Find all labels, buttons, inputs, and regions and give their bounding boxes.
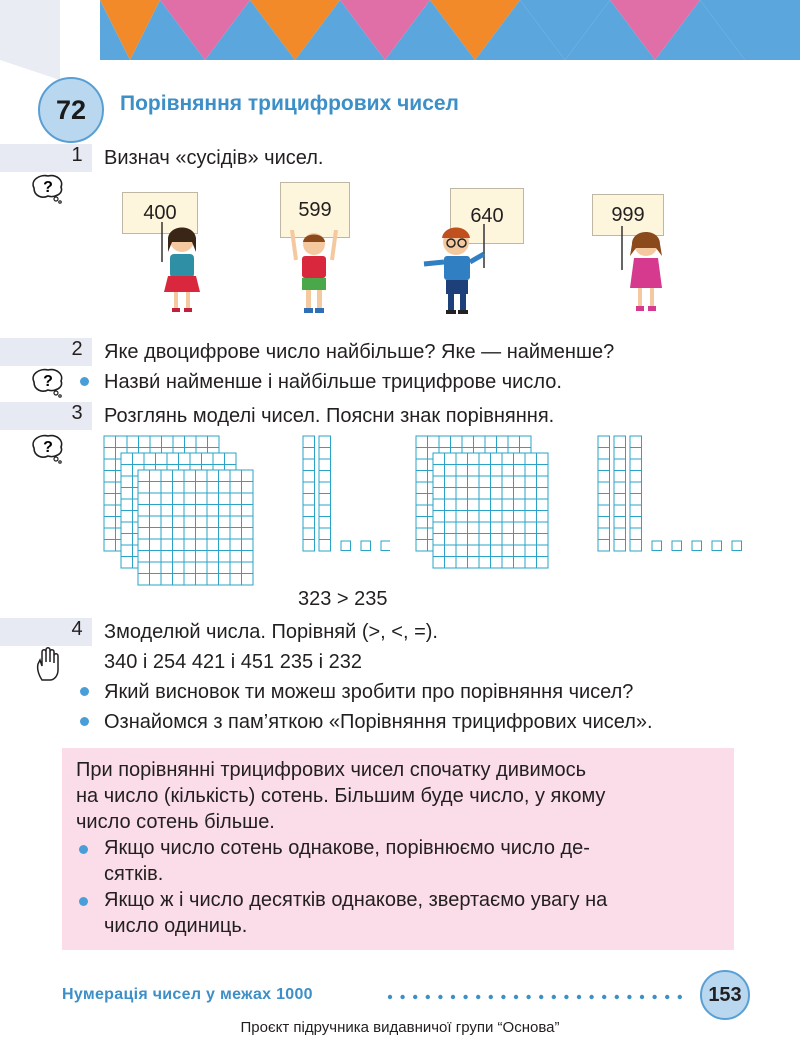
memo-line: Якщо ж і число десятків однакове, звертаємо увагу на: [104, 889, 608, 911]
memo-line: на число (кількість) сотень. Більшим буде число, у якому: [76, 785, 606, 807]
hand-icon: [34, 646, 64, 682]
task-2-number: 2: [71, 338, 83, 360]
task-4-bullet-2: Ознайомся з пам’яткою «Порівняння трицифрових чисел».: [104, 711, 653, 733]
task-1-number: 1: [71, 144, 83, 166]
question-bubble-icon: [28, 172, 68, 204]
number-card-value: 400: [143, 201, 177, 224]
task-4-pairs: 340 і 254 421 і 451 235 і 232: [104, 651, 362, 673]
lesson-number-badge: [38, 77, 104, 143]
number-card-value: 640: [470, 204, 504, 227]
leader-dot: [577, 995, 581, 999]
lesson-number: 72: [55, 94, 87, 125]
number-card-value: 999: [611, 203, 645, 226]
child-illustration-3: [420, 224, 496, 316]
memo-line: При порівнянні трицифрових чисел спочатку дивимось: [76, 759, 586, 781]
task-4-number: 4: [71, 618, 83, 640]
unit-cube: [672, 541, 682, 551]
leader-dot: [463, 995, 467, 999]
leader-dot: [539, 995, 543, 999]
leader-dot: [438, 995, 442, 999]
question-bubble-icon: [28, 432, 68, 464]
leader-dot: [501, 995, 505, 999]
leader-dot: [678, 995, 682, 999]
unit-cube: [692, 541, 702, 551]
leader-dot: [489, 995, 493, 999]
unit-cube: [381, 541, 390, 551]
memo-paragraph: [76, 757, 726, 835]
child-illustration-1: [152, 222, 212, 314]
unit-cube: [341, 541, 351, 551]
leader-dot: [564, 995, 568, 999]
memo-bullet-2: [104, 887, 734, 939]
task-4-bullet-1: Який висновок ти можеш зробити про порівняння чисел?: [104, 681, 634, 703]
svg-text:?: ?: [43, 373, 53, 390]
bullet-dot: [80, 687, 89, 696]
leader-dot: [552, 995, 556, 999]
comparison-result: 323 > 235: [298, 588, 388, 610]
memo-bullet-1: [104, 835, 734, 887]
number-card-value: 599: [298, 198, 332, 221]
page-number-badge: [700, 970, 750, 1020]
question-bubble-icon: [28, 366, 68, 398]
leader-dot: [476, 995, 480, 999]
bullet-dot: [79, 897, 88, 906]
svg-text:?: ?: [43, 439, 53, 456]
task-3-number: 3: [71, 402, 83, 424]
task-2-bullet: Назви́ найменше і найбільше трицифрове число.: [104, 371, 562, 393]
bullet-dot: [80, 717, 89, 726]
memo-line: Якщо число сотень однакове, порівнюємо число де-: [104, 837, 590, 859]
number-model-235: [412, 434, 742, 586]
leader-dot: [426, 995, 430, 999]
leader-dot: [627, 995, 631, 999]
publisher-credit: Проєкт підручника видавничої групи “Основа”: [240, 1019, 560, 1036]
leader-dot: [514, 995, 518, 999]
bullet-dot: [80, 377, 89, 386]
page-number: 153: [708, 983, 742, 1006]
leader-dot: [602, 995, 606, 999]
unit-cube: [361, 541, 371, 551]
leader-dot: [451, 995, 455, 999]
task-4-text: Змоделюй числа. Порівняй (>, <, =).: [104, 621, 438, 643]
memo-line: число одиниць.: [104, 915, 248, 937]
bullet-dot: [79, 845, 88, 854]
footer-dot-leader: [386, 990, 692, 1004]
child-illustration-2: [286, 230, 342, 316]
leader-dot: [615, 995, 619, 999]
memo-line: сятків.: [104, 863, 164, 885]
number-model-323: [100, 434, 390, 586]
task-1-text: Визнач «сусідів» чисел.: [104, 147, 324, 169]
leader-dot: [526, 995, 530, 999]
leader-dot: [388, 995, 392, 999]
child-illustration-4: [616, 226, 672, 316]
unit-cube: [652, 541, 662, 551]
leader-dot: [589, 995, 593, 999]
leader-dot: [665, 995, 669, 999]
memo-line: число сотень більше.: [76, 811, 275, 833]
unit-cube: [712, 541, 722, 551]
lesson-title: Порівняння трицифрових чисел: [120, 92, 459, 115]
leader-dot: [413, 995, 417, 999]
footer-section-title: Нумерація чисел у межах 1000: [62, 986, 313, 1003]
task-2-text: Яке двоцифрове число найбільше? Яке — найменше?: [104, 341, 615, 363]
top-banner: [0, 0, 800, 80]
leader-dot: [640, 995, 644, 999]
leader-dot: [400, 995, 404, 999]
task-3-text: Розглянь моделі чисел. Поясни знак порівняння.: [104, 405, 555, 427]
leader-dot: [652, 995, 656, 999]
svg-text:?: ?: [43, 179, 53, 196]
unit-cube: [732, 541, 742, 551]
